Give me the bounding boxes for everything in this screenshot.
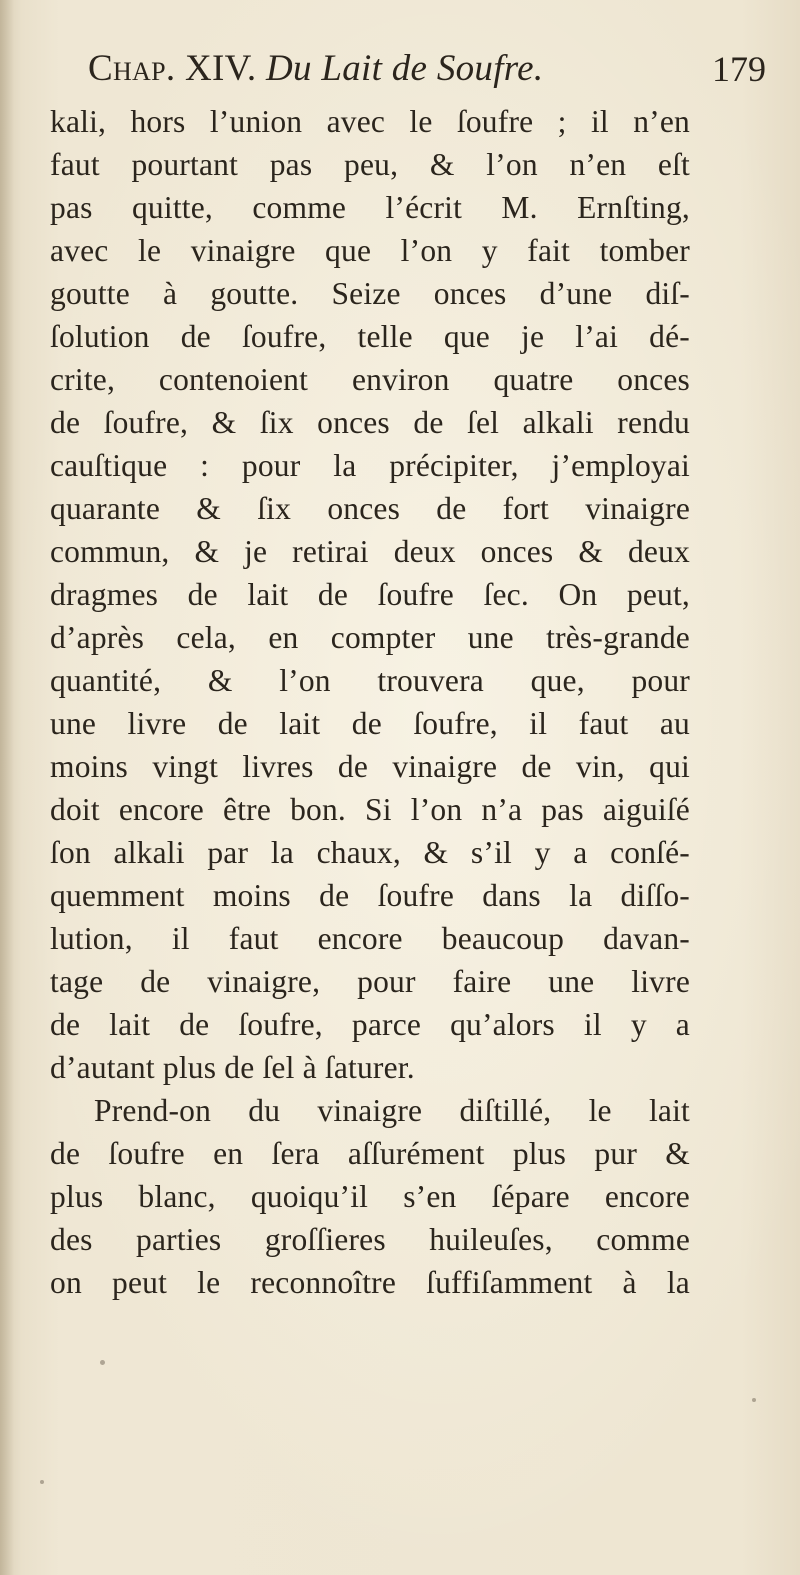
text-line: avec le vinaigre que l’on y fait tomber [50,233,690,268]
text-line: de ſoufre en ſera aſſurément plus pur & [50,1136,690,1171]
text-line: commun, & je retirai deux onces & deux [50,534,690,569]
page-number: 179 [712,49,766,89]
text-line: de ſoufre, & ſix onces de ſel alkali rendu [50,405,690,440]
text-line: doit encore être bon. Si l’on n’a pas aiguiſé [50,792,690,827]
text-line: goutte à goutte. Seize onces d’une diſ- [50,276,690,311]
text-line: faut pourtant pas peu, & l’on n’en eſt [50,147,690,182]
body-text [50,100,690,1304]
text-line: on peut le reconnoître ſuffiſamment à la [50,1265,690,1300]
running-head [88,44,543,94]
text-line: d’après cela, en compter une très-grande [50,620,690,655]
text-line: quemment moins de ſoufre dans la diſſo- [50,878,690,913]
page-gutter-shadow [0,0,14,1575]
text-line: quarante & ſix onces de fort vinaigre [50,491,690,526]
paper-speck [40,1480,44,1484]
text-line: kali, hors l’union avec le ſoufre ; il n’en [50,104,690,139]
text-line: crite, contenoient environ quatre onces [50,362,690,397]
text-line: moins vingt livres de vinaigre de vin, qui [50,749,690,784]
text-line: pas quitte, comme l’écrit M. Ernſting, [50,190,690,225]
paragraph-end-line: d’autant plus de ſel à ſaturer. [50,1050,415,1085]
text-line: une livre de lait de ſoufre, il faut au [50,706,690,741]
text-line: tage de vinaigre, pour faire une livre [50,964,690,999]
chapter-number: Chap. XIV. [88,48,257,89]
text-line: ſolution de ſoufre, telle que je l’ai dé- [50,319,690,354]
text-line: quantité, & l’on trouvera que, pour [50,663,690,698]
paragraph-start-line: Prend-on du vinaigre diſtillé, le lait [94,1093,690,1128]
text-line: cauſtique : pour la précipiter, j’employai [50,448,690,483]
text-line: dragmes de lait de ſoufre ſec. On peut, [50,577,690,612]
text-line: plus blanc, quoiqu’il s’en ſépare encore [50,1179,690,1214]
text-line: de lait de ſoufre, parce qu’alors il y a [50,1007,690,1042]
text-line: lution, il faut encore beaucoup davan- [50,921,690,956]
paper-speck [752,1398,756,1402]
page-header [0,44,800,94]
chapter-subject: Du Lait de Soufre. [266,48,544,89]
text-line: ſon alkali par la chaux, & s’il y a conſé- [50,835,690,870]
paper-speck [100,1360,105,1365]
text-line: des parties groſſieres huileuſes, comme [50,1222,690,1257]
